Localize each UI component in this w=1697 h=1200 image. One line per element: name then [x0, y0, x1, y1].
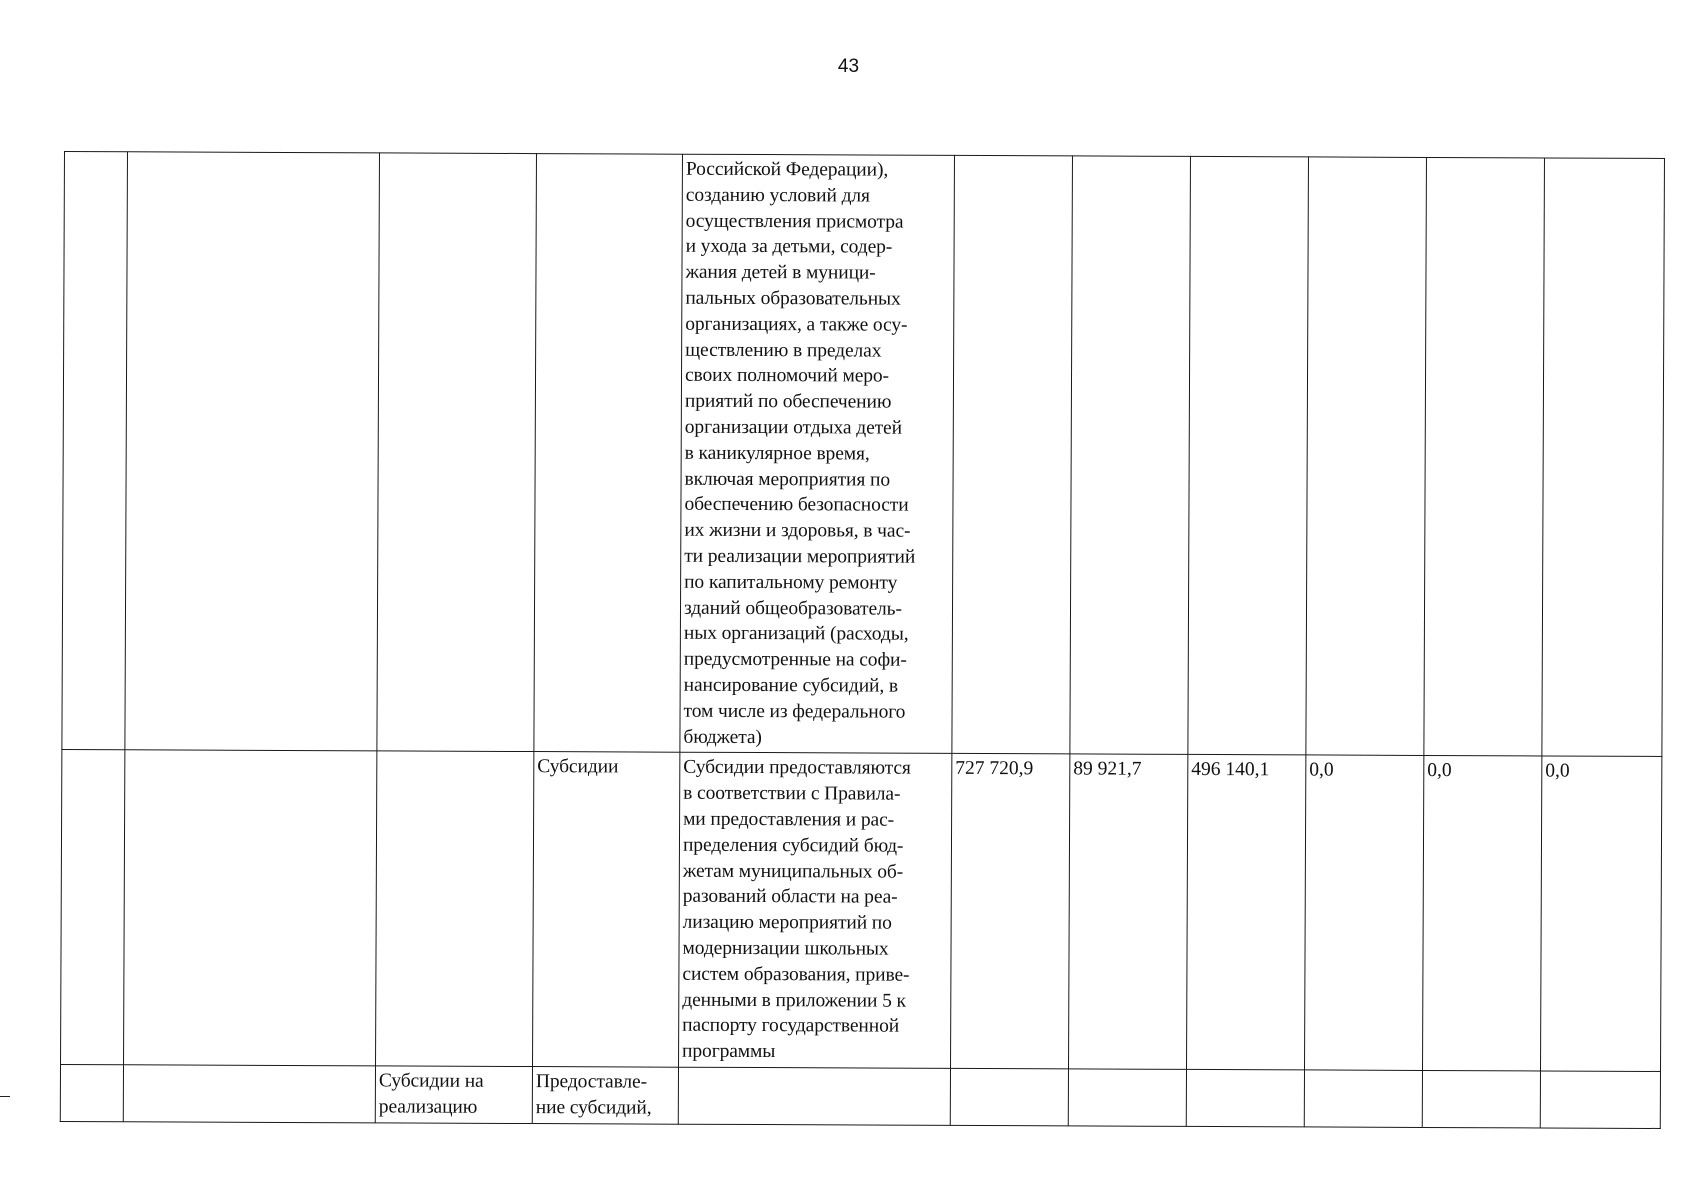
measure-name-cell: Субсидии на реализацию	[375, 1066, 532, 1124]
program-name-cell	[124, 750, 377, 1066]
description-cell: Субсидии предоставляются в соответствии с Правила- ми предоставления и рас- пределения субсидий бюд- жетам муниципальных об- разований области на реа- лизацию мероприятий по модернизации школьных систем образования, приве- денными в приложении 5 к паспорту государственной программы	[679, 753, 952, 1069]
margin-mark	[0, 1096, 10, 1097]
value-cell: 0,0	[1422, 756, 1541, 1072]
table-row	[61, 750, 1662, 1072]
value-cell	[952, 155, 1073, 754]
expense-type-cell: Предоставле- ние субсидий,	[532, 1067, 678, 1125]
table-row	[62, 152, 1665, 757]
row-number-cell	[61, 750, 125, 1065]
description-cell	[678, 1068, 950, 1126]
value-cell	[1304, 1070, 1422, 1128]
budget-table	[60, 151, 1665, 1129]
value-cell	[1188, 156, 1309, 755]
value-cell	[1542, 158, 1665, 757]
measure-name-cell	[377, 153, 537, 752]
page-number: 43	[837, 56, 860, 77]
row-number-cell	[60, 1065, 123, 1122]
value-cell: 727 720,9	[951, 754, 1070, 1070]
value-cell	[1186, 1070, 1304, 1128]
table-row	[60, 1065, 1660, 1129]
program-name-cell	[123, 1065, 375, 1123]
value-cell	[1540, 1071, 1660, 1129]
expense-type-cell	[534, 154, 683, 753]
value-cell: 0,0	[1305, 755, 1424, 1071]
expense-type-cell: Субсидии	[533, 752, 680, 1068]
value-cell: 89 921,7	[1069, 754, 1188, 1070]
value-cell	[1068, 1069, 1186, 1127]
row-number-cell	[62, 152, 128, 751]
value-cell	[1422, 1071, 1540, 1129]
description-cell: Российской Федерации), созданию условий для осуществления присмотра и ухода за детьми, содер- жания детей в муници- пальных образовательных организациях, а также осу- ществлению в пределах своих полномочий меро- приятий по обеспечению организации отдыха детей в каникулярное время, включая мероприятия по обеспечению безопасности их жизни и здоровья, в час- ти реализации мероприятий по капитальному ремонту зданий общеобразователь- ных организаций (расходы, предусмотренные на софи- нансирование субсидий, в том числе из федерального бюджета)	[680, 154, 955, 754]
value-cell	[1070, 156, 1191, 755]
measure-name-cell	[376, 751, 534, 1067]
value-cell: 0,0	[1540, 756, 1661, 1072]
value-cell	[1306, 157, 1427, 756]
value-cell	[1424, 157, 1545, 756]
value-cell: 496 140,1	[1187, 755, 1306, 1071]
program-name-cell	[125, 152, 380, 751]
value-cell	[950, 1069, 1068, 1127]
